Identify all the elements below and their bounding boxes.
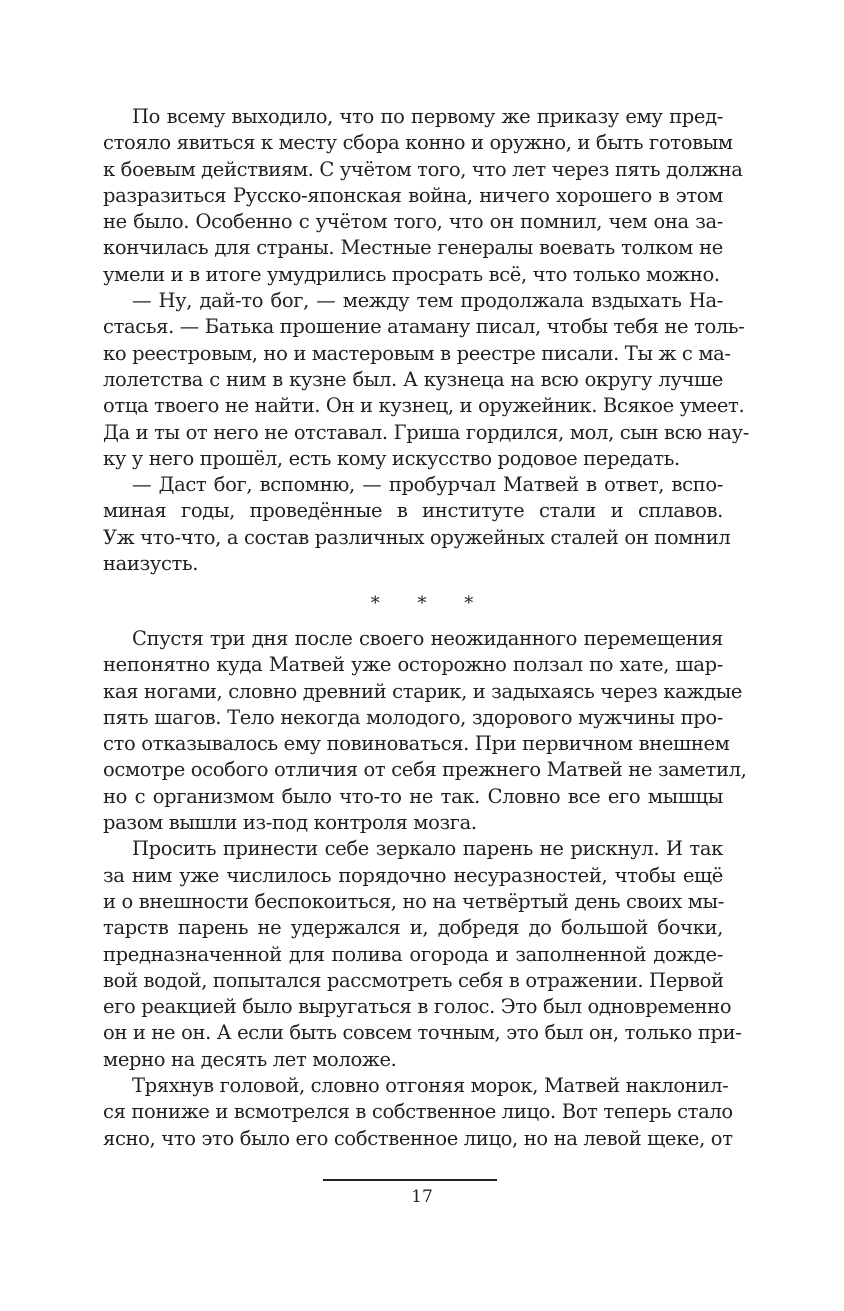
paragraph-1: [103, 104, 743, 288]
paragraph-4: [103, 626, 747, 836]
text-line: он и не он. А если быть совсем точным, это был он, только при-: [103, 1021, 742, 1045]
text-line: стояло явиться к месту сбора конно и оружно, и быть готовым: [103, 131, 733, 155]
text-line: Тряхнув головой, словно отгоняя морок, Матвей наклонил-: [132, 1074, 729, 1098]
text-line: кончилась для страны. Местные генералы воевать толком не: [103, 236, 723, 260]
text-line: — Ну, дай-то бог, — между тем продолжала вздыхать На-: [132, 289, 723, 313]
text-line: к боевым действиям. С учётом того, что лет через пять должна: [103, 157, 743, 181]
text-line: Уж что-что, а состав различных оружейных сталей он помнил: [103, 525, 731, 549]
paragraph-3: [103, 472, 731, 577]
text-line: за ним уже числилось порядочно несуразностей, чтобы ещё: [103, 863, 723, 887]
text-line: разразиться Русско-японская война, ничего хорошего в этом: [103, 183, 723, 207]
text-line: не было. Особенно с учётом того, что он помнил, чем она за-: [103, 210, 723, 234]
text-line: вой водой, попытался рассмотреть себя в отражении. Первой: [103, 968, 724, 992]
text-line: ко реестровым, но и мастеровым в реестре писали. Ты ж с ма-: [103, 341, 731, 365]
text-line: Да и ты от него не отставал. Гриша гордился, мол, сын всю нау-: [103, 420, 749, 444]
text-line: но с организмом было что-то не так. Словно все его мышцы: [103, 784, 723, 808]
paragraph-5: [103, 836, 742, 1073]
text-line: ясно, что это было его собственное лицо, но на левой щеке, от: [103, 1126, 733, 1150]
text-line: кая ногами, словно древний старик, и задыхаясь через каждые: [103, 679, 743, 703]
text-line: его реакцией было выругаться в голос. Это был одновременно: [103, 995, 732, 1019]
text-line: ку у него прошёл, есть кому искусство родовое передать.: [103, 446, 680, 470]
text-line: Просить принести себе зеркало парень не рискнул. И так: [132, 837, 723, 861]
footer-rule: [323, 1179, 497, 1181]
text-line: мерно на десять лет моложе.: [103, 1047, 397, 1071]
text-section-2: [103, 626, 747, 1152]
text-line: и о внешности беспокоиться, но на четвёртый день своих мы-: [103, 889, 724, 913]
text-line: — Даст бог, вспомню, — пробурчал Матвей в ответ, вспо-: [132, 473, 723, 497]
text-line: наизусть.: [103, 552, 199, 576]
text-line: ся пониже и всмотрелся в собственное лицо. Вот теперь стало: [103, 1100, 733, 1124]
text-line: лолетства с ним в кузне был. А кузнеца на всю округу лучше: [103, 367, 723, 391]
page-number: 17: [411, 1187, 433, 1207]
text-line: пять шагов. Тело некогда молодого, здорового мужчины про-: [103, 705, 723, 729]
text-line: умели и в итоге умудрились просрать всё, что только можно.: [103, 262, 720, 286]
text-line: стасья. — Батька прошение атаману писал, чтобы тебя не толь-: [103, 315, 745, 339]
text-line: осмотре особого отличия от себя прежнего Матвей не заметил,: [103, 758, 747, 782]
section-separator: * * *: [370, 593, 490, 614]
text-line: отца твоего не найти. Он и кузнец, и оружейник. Всякое умеет.: [103, 394, 745, 418]
text-line: тарств парень не удержался и, добредя до большой бочки,: [103, 916, 723, 940]
text-line: непонятно куда Матвей уже осторожно ползал по хате, шар-: [103, 653, 723, 677]
text-line: предназначенной для полива огорода и заполненной дожде-: [103, 942, 723, 966]
text-line: По всему выходило, что по первому же приказу ему пред-: [132, 105, 723, 128]
text-line: сто отказывалось ему повиноваться. При первичном внешнем: [103, 732, 730, 756]
text-line: разом вышли из-под контроля мозга.: [103, 811, 477, 835]
text-line: Спустя три дня после своего неожиданного перемещения: [132, 627, 723, 650]
paragraph-2: [103, 288, 749, 472]
text-section-1: [103, 104, 749, 577]
text-line: миная годы, проведённые в институте стали и сплавов.: [103, 499, 723, 523]
paragraph-6: [103, 1073, 733, 1152]
